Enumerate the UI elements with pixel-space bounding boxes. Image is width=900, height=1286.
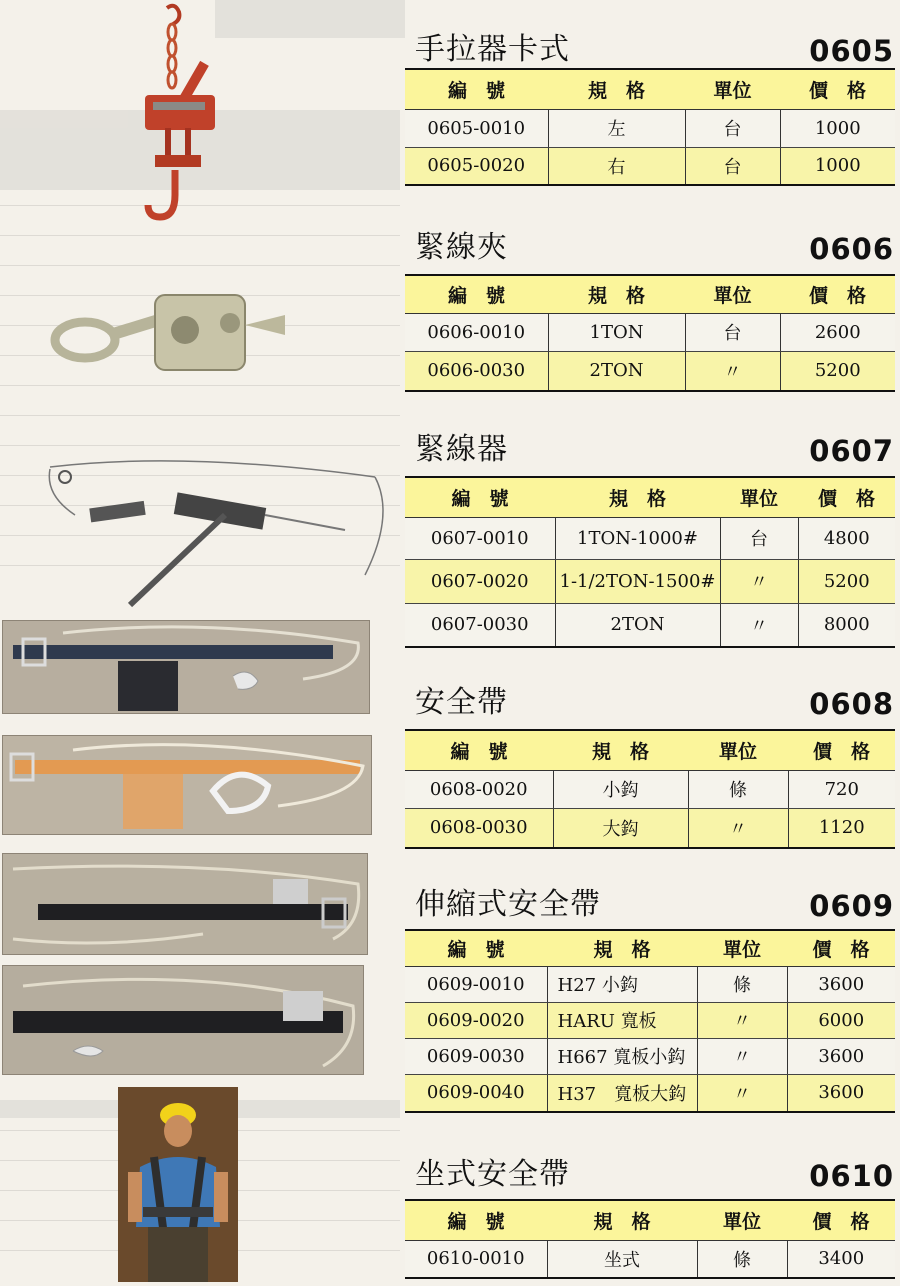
cell-number: 0605-0010 (405, 109, 548, 147)
cell-number: 0607-0030 (405, 603, 555, 647)
header-unit: 單位 (685, 69, 780, 109)
cell-spec: 1TON-1000# (555, 517, 720, 559)
cell-spec: 1TON (548, 313, 685, 351)
cell-spec: HARU 寬板 (547, 1002, 697, 1038)
header-unit: 單位 (697, 1200, 787, 1240)
price-table (405, 929, 895, 1113)
cell-number: 0609-0020 (405, 1002, 547, 1038)
header-unit: 單位 (720, 477, 798, 517)
retractable-safety-belt-icon (2, 853, 368, 955)
cell-spec: 大鈎 (553, 808, 688, 848)
price-table (405, 1199, 895, 1279)
cell-price: 5200 (798, 559, 895, 603)
cell-unit: 〃 (720, 603, 798, 647)
header-number: 編 號 (405, 477, 555, 517)
header-spec: 規 格 (548, 69, 685, 109)
cell-price: 3600 (787, 1038, 895, 1074)
cell-spec: 2TON (555, 603, 720, 647)
header-price: 價 格 (780, 69, 895, 109)
cell-price: 3600 (787, 966, 895, 1002)
cell-unit: 條 (697, 966, 787, 1002)
cell-spec: 坐式 (547, 1240, 697, 1278)
header-number: 編 號 (405, 69, 548, 109)
cell-number: 0606-0030 (405, 351, 548, 391)
header-price: 價 格 (787, 930, 895, 966)
cell-number: 0607-0020 (405, 559, 555, 603)
cell-unit: 條 (697, 1240, 787, 1278)
section-code: 0605 (809, 34, 894, 68)
table-row (405, 1074, 895, 1112)
section-0610 (405, 1145, 900, 1282)
cell-number: 0608-0020 (405, 770, 553, 808)
cell-number: 0610-0010 (405, 1240, 547, 1278)
cell-unit: 台 (720, 517, 798, 559)
section-title: 安全帶 (415, 685, 508, 720)
section-0609 (405, 875, 900, 1120)
price-table (405, 274, 895, 392)
section-title: 手拉器卡式 (415, 32, 570, 67)
section-0605 (405, 20, 900, 190)
table-row (405, 966, 895, 1002)
cell-unit: 〃 (688, 808, 788, 848)
cell-unit: 條 (688, 770, 788, 808)
cell-number: 0606-0010 (405, 313, 548, 351)
cell-spec: 左 (548, 109, 685, 147)
header-spec: 規 格 (553, 730, 688, 770)
cell-price: 2600 (780, 313, 895, 351)
section-code: 0610 (809, 1159, 894, 1193)
cell-number: 0608-0030 (405, 808, 553, 848)
cell-price: 4800 (798, 517, 895, 559)
cell-price: 5200 (780, 351, 895, 391)
header-spec: 規 格 (548, 275, 685, 313)
table-row (405, 313, 895, 351)
wire-grip-clamp-icon (45, 285, 295, 385)
section-title: 緊線器 (415, 432, 508, 467)
cell-spec: 2TON (548, 351, 685, 391)
header-number: 編 號 (405, 1200, 547, 1240)
section-title: 伸縮式安全帶 (415, 887, 601, 922)
table-row (405, 808, 895, 848)
section-code: 0609 (809, 889, 894, 923)
cell-price: 1000 (780, 109, 895, 147)
header-unit: 單位 (697, 930, 787, 966)
cell-spec: H27 小鈎 (547, 966, 697, 1002)
price-table (405, 476, 895, 648)
header-price: 價 格 (788, 730, 895, 770)
cell-number: 0607-0010 (405, 517, 555, 559)
cell-price: 1120 (788, 808, 895, 848)
safety-belt-icon (2, 620, 370, 714)
cell-unit: 〃 (685, 351, 780, 391)
table-row (405, 603, 895, 647)
table-row (405, 770, 895, 808)
table-row (405, 351, 895, 391)
chain-hoist-clamp-icon (125, 0, 235, 250)
cell-number: 0609-0010 (405, 966, 547, 1002)
price-table (405, 729, 895, 849)
table-row (405, 1038, 895, 1074)
cell-number: 0609-0030 (405, 1038, 547, 1074)
section-code: 0608 (809, 687, 894, 721)
table-row (405, 559, 895, 603)
table-row (405, 1002, 895, 1038)
cell-unit: 〃 (697, 1002, 787, 1038)
table-row (405, 517, 895, 559)
header-number: 編 號 (405, 930, 547, 966)
header-unit: 單位 (685, 275, 780, 313)
section-0607 (405, 420, 900, 650)
section-title: 緊線夾 (415, 230, 508, 265)
header-spec: 規 格 (547, 930, 697, 966)
cell-unit: 〃 (720, 559, 798, 603)
table-row (405, 109, 895, 147)
price-table (405, 68, 895, 186)
header-number: 編 號 (405, 275, 548, 313)
safety-belt-large-hook-icon (2, 735, 372, 835)
cell-price: 3400 (787, 1240, 895, 1278)
section-code: 0607 (809, 434, 894, 468)
cell-spec: H37 寬板大鈎 (547, 1074, 697, 1112)
cell-price: 1000 (780, 147, 895, 185)
cell-price: 720 (788, 770, 895, 808)
section-code: 0606 (809, 232, 894, 266)
cell-number: 0609-0040 (405, 1074, 547, 1112)
cell-unit: 〃 (697, 1074, 787, 1112)
header-spec: 規 格 (547, 1200, 697, 1240)
header-number: 編 號 (405, 730, 553, 770)
cable-puller-icon (35, 455, 405, 615)
cell-number: 0605-0020 (405, 147, 548, 185)
header-unit: 單位 (688, 730, 788, 770)
cell-unit: 〃 (697, 1038, 787, 1074)
header-price: 價 格 (798, 477, 895, 517)
section-title: 坐式安全帶 (415, 1157, 570, 1192)
cell-spec: 右 (548, 147, 685, 185)
section-0606 (405, 218, 900, 398)
cell-spec: 小鈎 (553, 770, 688, 808)
cell-price: 6000 (787, 1002, 895, 1038)
retractable-safety-belt-wide-icon (2, 965, 364, 1075)
header-spec: 規 格 (555, 477, 720, 517)
table-row (405, 147, 895, 185)
seat-harness-worker-icon (118, 1087, 238, 1282)
cell-unit: 台 (685, 109, 780, 147)
section-0608 (405, 673, 900, 853)
cell-price: 3600 (787, 1074, 895, 1112)
header-price: 價 格 (787, 1200, 895, 1240)
cell-unit: 台 (685, 313, 780, 351)
cell-spec: 1-1/2TON-1500# (555, 559, 720, 603)
cell-price: 8000 (798, 603, 895, 647)
table-row (405, 1240, 895, 1278)
header-price: 價 格 (780, 275, 895, 313)
cell-unit: 台 (685, 147, 780, 185)
cell-spec: H667 寬板小鈎 (547, 1038, 697, 1074)
